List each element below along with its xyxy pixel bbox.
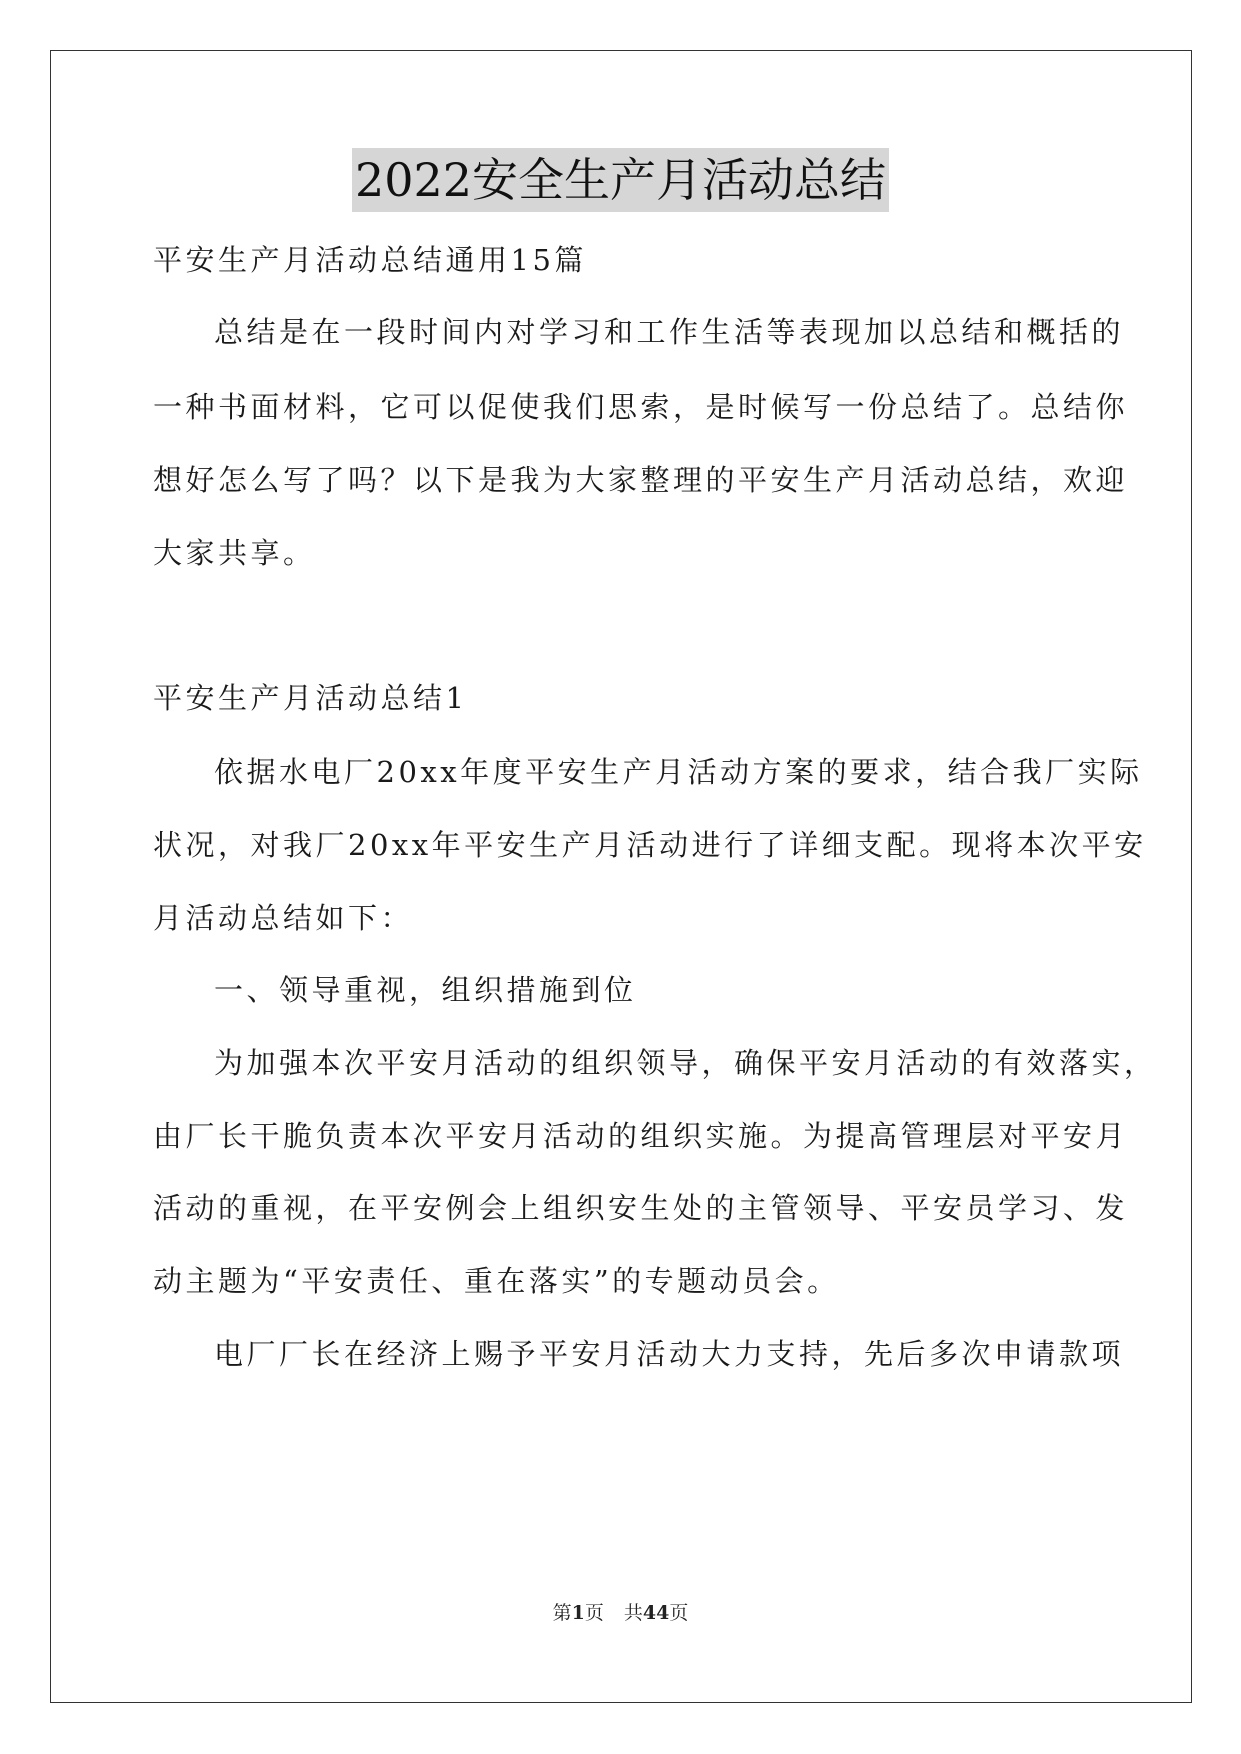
paragraph-line: 活动的重视，在平安例会上组织安生处的主管领导、平安员学习、发 xyxy=(153,1191,1129,1225)
title-container xyxy=(0,148,1241,212)
paragraph-line: 由厂长干脆负责本次平安月活动的组织实施。为提高管理层对平安月 xyxy=(153,1119,1129,1153)
paragraph-line: 大家共享。 xyxy=(153,536,316,570)
footer-total-suffix: 页 xyxy=(669,1602,689,1624)
footer-page-suffix: 页 xyxy=(584,1602,604,1624)
page-border xyxy=(50,50,1192,1703)
paragraph-line: 为加强本次平安月活动的组织领导，确保平安月活动的有效落实， xyxy=(214,1046,1157,1080)
footer-total-prefix: 共 xyxy=(623,1602,643,1624)
page-footer xyxy=(0,1600,1241,1626)
footer-page-number: 1 xyxy=(571,1602,585,1624)
paragraph-line: 依据水电厂20xx年度平安生产月活动方案的要求，结合我厂实际 xyxy=(214,755,1143,789)
document-title: 2022安全生产月活动总结 xyxy=(352,148,889,212)
subtitle: 平安生产月活动总结通用15篇 xyxy=(153,243,587,277)
subsection-heading: 一、领导重视，组织措施到位 xyxy=(214,973,637,1007)
paragraph-line: 动主题为“平安责任、重在落实”的专题动员会。 xyxy=(153,1264,840,1298)
footer-total-pages: 44 xyxy=(642,1602,670,1624)
footer-page-prefix: 第 xyxy=(552,1602,572,1624)
section-heading: 平安生产月活动总结1 xyxy=(153,681,468,715)
paragraph-line: 状况，对我厂20xx年平安生产月活动进行了详细支配。现将本次平安 xyxy=(153,828,1147,862)
paragraph-line: 想好怎么写了吗？以下是我为大家整理的平安生产月活动总结，欢迎 xyxy=(153,463,1129,497)
paragraph-line: 总结是在一段时间内对学习和工作生活等表现加以总结和概括的 xyxy=(214,315,1125,349)
paragraph-line: 电厂厂长在经济上赐予平安月活动大力支持，先后多次申请款项 xyxy=(214,1337,1125,1371)
paragraph-line: 月活动总结如下： xyxy=(153,901,414,935)
paragraph-line: 一种书面材料，它可以促使我们思索，是时候写一份总结了。总结你 xyxy=(153,390,1129,424)
